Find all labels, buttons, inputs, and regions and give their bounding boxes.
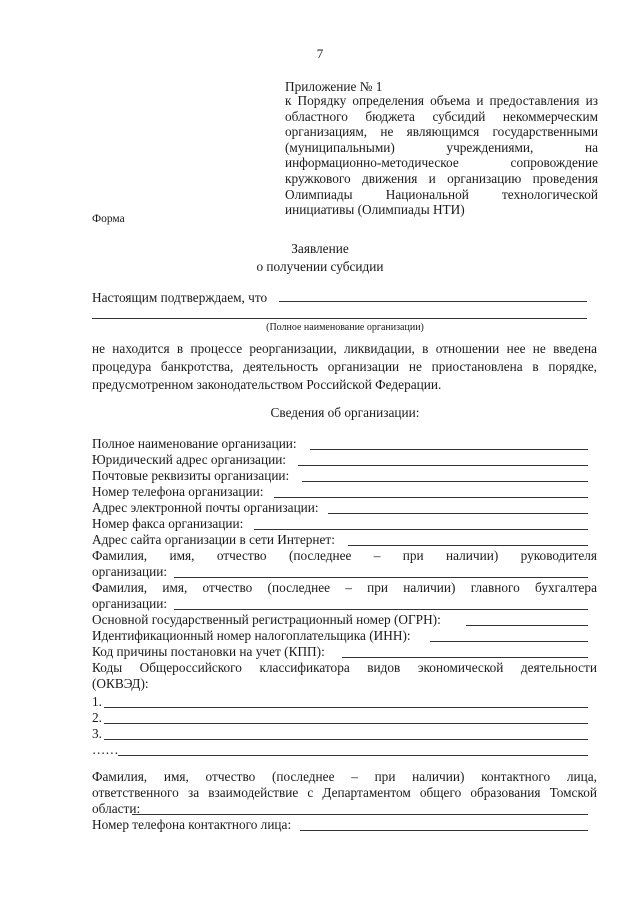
okved-item-label: 2. xyxy=(92,710,102,725)
field-legal-address-label: Юридический адрес организации: xyxy=(92,452,287,467)
field-contact-phone-label: Номер телефона контактного лица: xyxy=(92,817,292,832)
field-accountant-label-1: Фамилия, имя, отчество (последнее – при наличии) главного бухгалтера xyxy=(92,580,597,595)
field-full-name-input[interactable] xyxy=(310,449,588,450)
page-number: 7 xyxy=(316,46,324,61)
field-website-label: Адрес сайта организации в сети Интернет: xyxy=(92,532,335,547)
field-head-label-2: организации: xyxy=(92,564,168,579)
field-inn-label: Идентификационный номер налогоплательщика (ИНН): xyxy=(92,628,411,643)
section-title: Сведения об организации: xyxy=(270,405,420,420)
okved-item-label: …… xyxy=(92,742,119,757)
field-contact-label-1: Фамилия, имя, отчество (последнее – при наличии) контактного лица, xyxy=(92,769,597,784)
field-contact-label-3: области: xyxy=(92,801,141,816)
field-okved-label-1: Коды Общероссийского классификатора видов экономической деятельности xyxy=(92,660,597,675)
org-name-line-1[interactable] xyxy=(279,301,587,302)
field-contact-input[interactable] xyxy=(132,814,588,815)
field-email-label: Адрес электронной почты организации: xyxy=(92,500,319,515)
field-accountant-label-2: организации: xyxy=(92,596,168,611)
field-ogrn-label: Основной государственный регистрационный номер (ОГРН): xyxy=(92,612,441,627)
org-name-caption: (Полное наименование организации) xyxy=(266,322,424,333)
field-contact-label-2: ответственного за взаимодействие с Департаментом общего образования Томской xyxy=(92,785,597,800)
document-subtitle: о получении субсидии xyxy=(256,259,384,274)
okved-item-label: 3. xyxy=(92,726,102,741)
field-head-input[interactable] xyxy=(174,577,588,578)
okved-item-input[interactable] xyxy=(104,739,588,740)
field-website-input[interactable] xyxy=(348,545,588,546)
field-kpp-input[interactable] xyxy=(342,657,588,658)
field-postal-input[interactable] xyxy=(302,481,588,482)
form-label: Форма xyxy=(92,213,125,225)
field-fax-input[interactable] xyxy=(254,529,588,530)
field-email-input[interactable] xyxy=(328,513,588,514)
field-full-name-label: Полное наименование организации: xyxy=(92,436,297,451)
field-ogrn-input[interactable] xyxy=(466,625,588,626)
okved-item-label: 1. xyxy=(92,694,102,709)
okved-item-input[interactable] xyxy=(118,755,588,756)
okved-item-input[interactable] xyxy=(104,707,588,708)
field-kpp-label: Код причины постановки на учет (КПП): xyxy=(92,644,325,659)
confirm-text: не находится в процессе реорганизации, ликвидации, в отношении нее не введена процедура банкротства, деятельность организации не приостановлена в порядке, предусмотренном законодательством Российской Федерации. xyxy=(92,341,597,392)
field-legal-address-input[interactable] xyxy=(298,465,588,466)
field-phone-input[interactable] xyxy=(274,497,588,498)
org-name-line-2[interactable] xyxy=(92,318,587,319)
okved-item-input[interactable] xyxy=(104,723,588,724)
field-inn-input[interactable] xyxy=(430,641,588,642)
confirm-prefix: Настоящим подтверждаем, что xyxy=(92,290,268,305)
document-title: Заявление xyxy=(291,241,349,256)
field-accountant-input[interactable] xyxy=(174,609,588,610)
field-phone-label: Номер телефона организации: xyxy=(92,484,264,499)
field-postal-label: Почтовые реквизиты организации: xyxy=(92,468,290,483)
appendix-body: к Порядку определения объема и предоставления из областного бюджета субсидий некоммерческим организациям, не являющимся государственными (муниципальными) учреждениями, на информационно-методическое сопровождение кружкового движения и организацию проведения Олимпиады Национальной технологической инициативы (Олимпиады НТИ) xyxy=(285,93,598,218)
field-contact-phone-input[interactable] xyxy=(300,830,588,831)
field-head-label-1: Фамилия, имя, отчество (последнее – при наличии) руководителя xyxy=(92,548,597,563)
field-fax-label: Номер факса организации: xyxy=(92,516,244,531)
appendix-title: Приложение № 1 xyxy=(285,79,383,94)
field-okved-label-2: (ОКВЭД): xyxy=(92,676,149,691)
